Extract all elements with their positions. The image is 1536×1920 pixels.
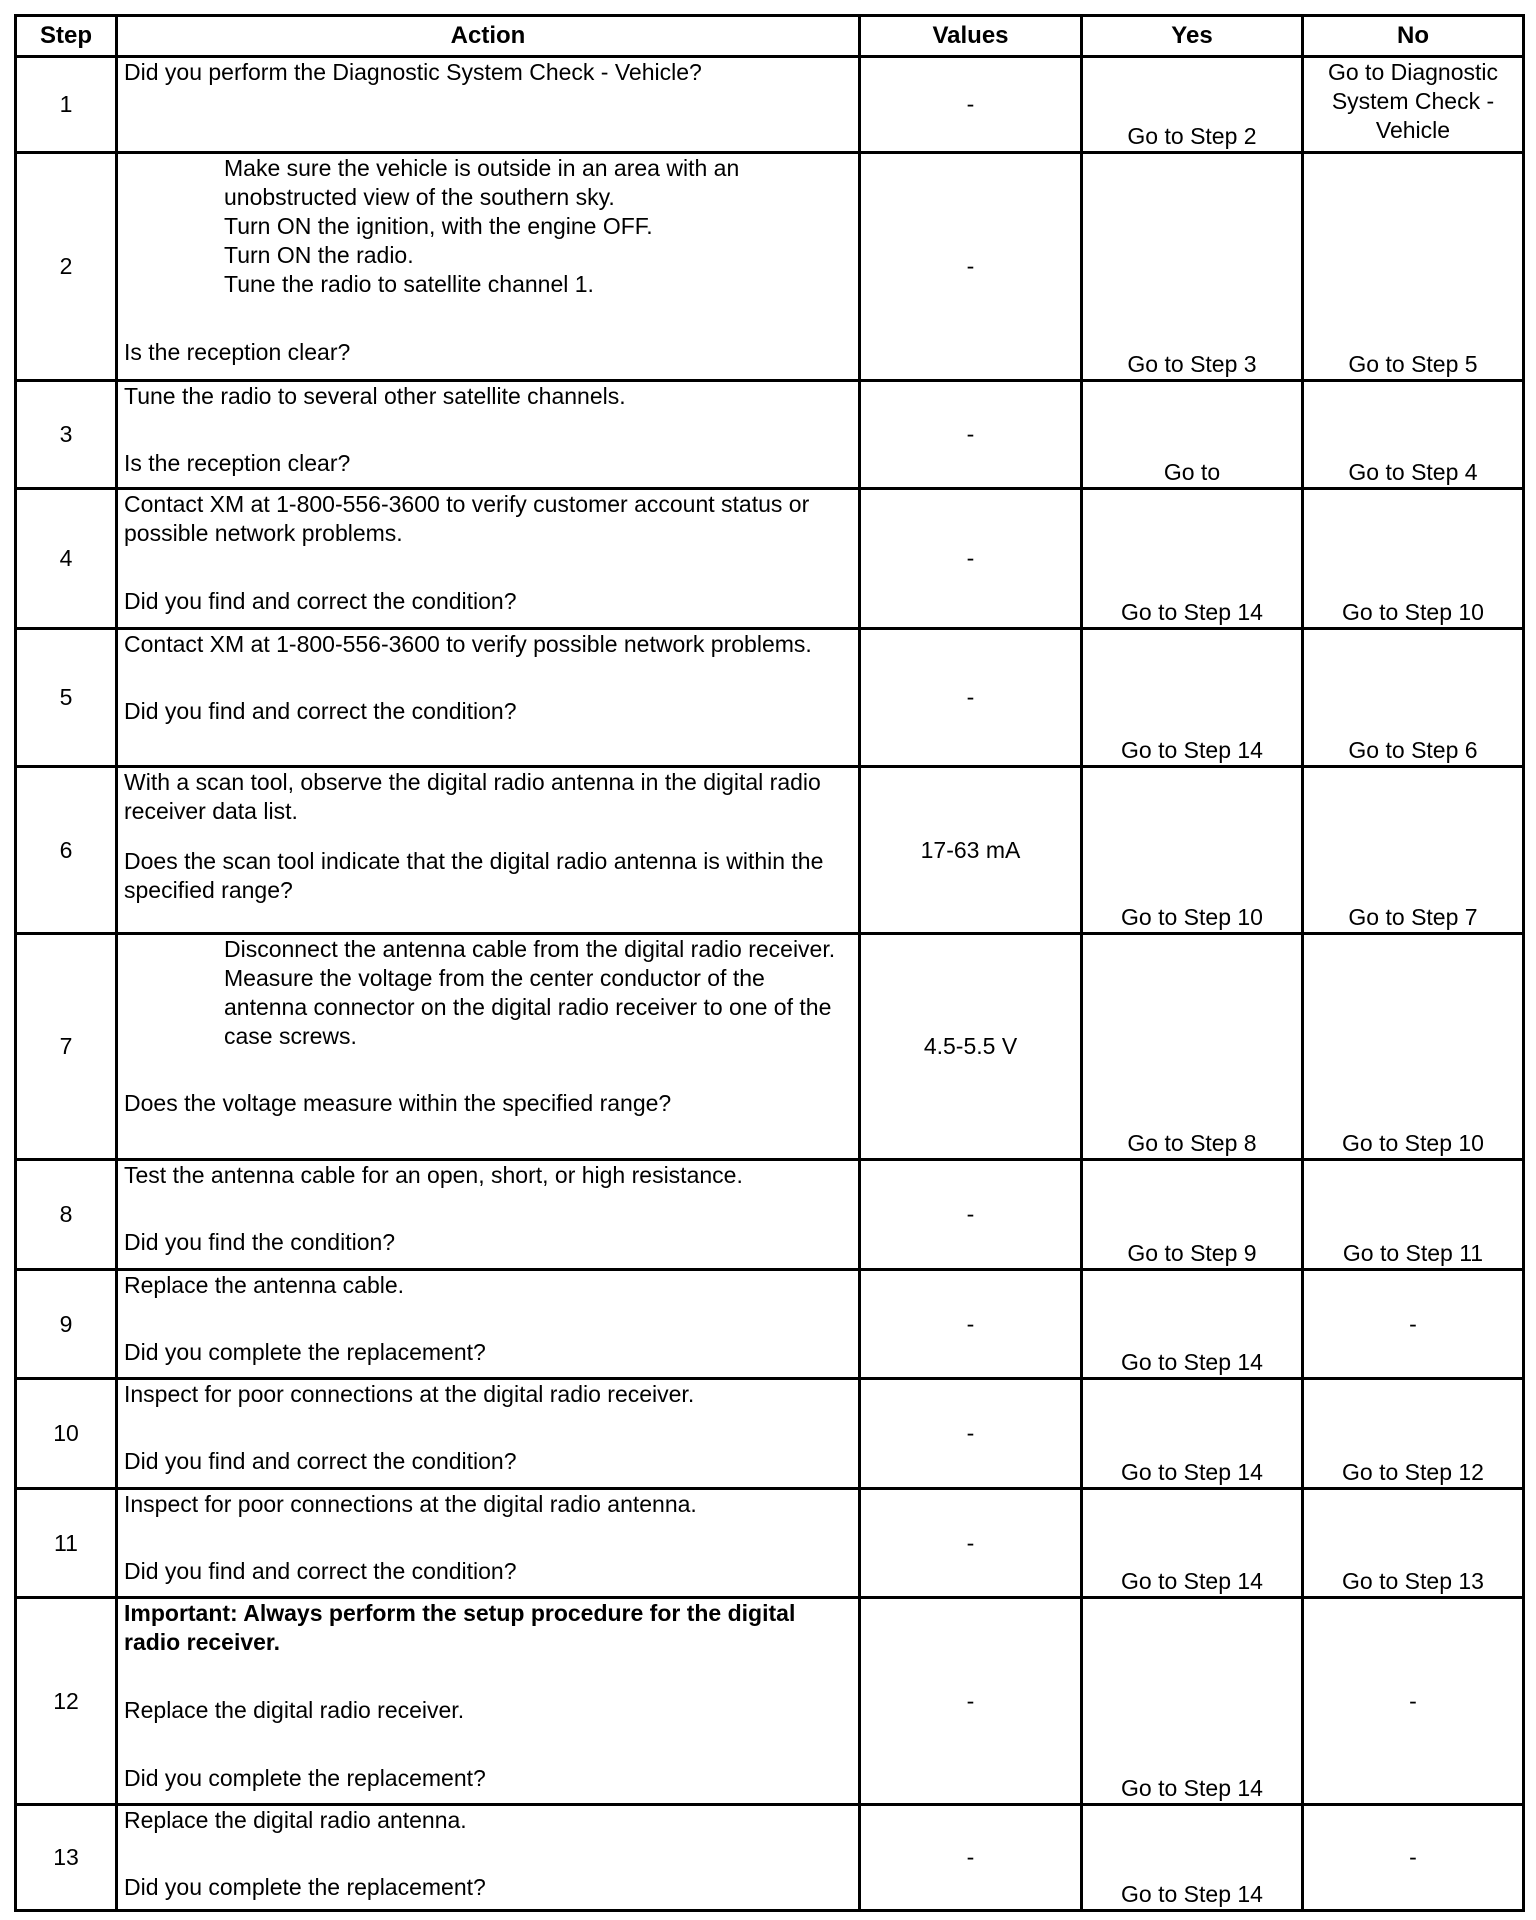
action-cell xyxy=(117,153,860,381)
yes-cell: Go to Step 14 xyxy=(1082,1598,1303,1805)
values-cell: - xyxy=(860,489,1082,629)
no-cell: Go to Step 10 xyxy=(1303,489,1524,629)
action-question: Did you find and correct the condition? xyxy=(124,1558,517,1584)
action-text: Inspect for poor connections at the digital radio antenna. xyxy=(124,1491,697,1517)
action-cell xyxy=(117,767,860,934)
action-text: Contact XM at 1-800-556-3600 to verify customer account status or possible network problems. xyxy=(124,491,810,546)
step-number: 7 xyxy=(16,934,117,1160)
values-cell: - xyxy=(860,57,1082,153)
yes-cell: Go to Step 14 xyxy=(1082,489,1303,629)
yes-cell: Go to Step 8 xyxy=(1082,934,1303,1160)
action-text: Turn ON the radio. xyxy=(224,242,414,268)
no-cell: - xyxy=(1303,1805,1524,1911)
values-cell: - xyxy=(860,1805,1082,1911)
no-cell: Go to Step 13 xyxy=(1303,1489,1524,1598)
values-cell: - xyxy=(860,1379,1082,1489)
diagnostic-table xyxy=(14,14,1525,1912)
table-row xyxy=(16,1160,1524,1270)
action-text: Test the antenna cable for an open, short, or high resistance. xyxy=(124,1162,743,1188)
step-number: 5 xyxy=(16,629,117,767)
no-cell: - xyxy=(1303,1270,1524,1379)
yes-cell: Go to Step 14 xyxy=(1082,1379,1303,1489)
action-cell xyxy=(117,489,860,629)
step-number: 9 xyxy=(16,1270,117,1379)
values-cell: - xyxy=(860,153,1082,381)
action-text: Replace the digital radio receiver. xyxy=(124,1697,465,1723)
step-number: 3 xyxy=(16,381,117,489)
yes-cell: Go to Step 10 xyxy=(1082,767,1303,934)
no-cell: Go to Step 10 xyxy=(1303,934,1524,1160)
no-cell: Go to Step 7 xyxy=(1303,767,1524,934)
step-number: 11 xyxy=(16,1489,117,1598)
action-cell xyxy=(117,1598,860,1805)
action-text: Contact XM at 1-800-556-3600 to verify possible network problems. xyxy=(124,631,812,657)
header-values: Values xyxy=(860,16,1082,57)
no-cell: Go to Step 6 xyxy=(1303,629,1524,767)
header-row xyxy=(16,16,1524,57)
action-question: Did you find the condition? xyxy=(124,1229,396,1255)
table-row xyxy=(16,1598,1524,1805)
no-cell: Go to Step 12 xyxy=(1303,1379,1524,1489)
yes-cell: Go to Step 14 xyxy=(1082,1270,1303,1379)
no-cell: Go to Step 4 xyxy=(1303,381,1524,489)
action-text: Tune the radio to satellite channel 1. xyxy=(224,271,594,297)
action-text: Inspect for poor connections at the digital radio receiver. xyxy=(124,1381,695,1407)
yes-cell: Go to Step 14 xyxy=(1082,1489,1303,1598)
step-number: 2 xyxy=(16,153,117,381)
table-row xyxy=(16,1489,1524,1598)
action-question: Does the scan tool indicate that the digital radio antenna is within the specified range? xyxy=(124,848,824,903)
header-yes: Yes xyxy=(1082,16,1303,57)
action-cell xyxy=(117,1805,860,1911)
table-row xyxy=(16,1805,1524,1911)
table-row xyxy=(16,767,1524,934)
step-number: 10 xyxy=(16,1379,117,1489)
yes-cell: Go to xyxy=(1082,381,1303,489)
values-cell: 17-63 mA xyxy=(860,767,1082,934)
header-action: Action xyxy=(117,16,860,57)
action-question: Is the reception clear? xyxy=(124,339,351,365)
values-cell: - xyxy=(860,1598,1082,1805)
step-number: 6 xyxy=(16,767,117,934)
action-question: Does the voltage measure within the specified range? xyxy=(124,1090,672,1116)
action-question: Did you find and correct the condition? xyxy=(124,698,517,724)
table-row xyxy=(16,629,1524,767)
values-cell: - xyxy=(860,629,1082,767)
yes-cell: Go to Step 14 xyxy=(1082,629,1303,767)
no-cell: Go to Diagnostic System Check - Vehicle xyxy=(1303,57,1524,153)
action-cell xyxy=(117,1270,860,1379)
action-text: Did you perform the Diagnostic System Check - Vehicle? xyxy=(124,59,702,85)
action-question: Did you complete the replacement? xyxy=(124,1874,486,1900)
values-cell: 4.5-5.5 V xyxy=(860,934,1082,1160)
action-text: With a scan tool, observe the digital radio antenna in the digital radio receiver data list. xyxy=(124,769,821,824)
table-row xyxy=(16,57,1524,153)
step-number: 4 xyxy=(16,489,117,629)
action-cell xyxy=(117,1489,860,1598)
action-text: Make sure the vehicle is outside in an area with an unobstructed view of the southern sky. xyxy=(224,155,740,210)
values-cell: - xyxy=(860,1489,1082,1598)
yes-cell: Go to Step 9 xyxy=(1082,1160,1303,1270)
step-number: 13 xyxy=(16,1805,117,1911)
table-row xyxy=(16,489,1524,629)
no-cell: Go to Step 11 xyxy=(1303,1160,1524,1270)
step-number: 12 xyxy=(16,1598,117,1805)
header-no: No xyxy=(1303,16,1524,57)
action-cell xyxy=(117,1379,860,1489)
action-text: Replace the antenna cable. xyxy=(124,1272,405,1298)
action-text: Tune the radio to several other satellite channels. xyxy=(124,383,626,409)
action-cell xyxy=(117,934,860,1160)
values-cell: - xyxy=(860,1160,1082,1270)
no-cell: Go to Step 5 xyxy=(1303,153,1524,381)
action-question: Did you find and correct the condition? xyxy=(124,588,517,614)
yes-cell: Go to Step 14 xyxy=(1082,1805,1303,1911)
important-note: Important: Always perform the setup procedure for the digital radio receiver. xyxy=(124,1600,796,1655)
action-cell xyxy=(117,381,860,489)
values-cell: - xyxy=(860,381,1082,489)
action-question: Did you complete the replacement? xyxy=(124,1339,486,1365)
values-cell: - xyxy=(860,1270,1082,1379)
action-text: Measure the voltage from the center conductor of the antenna connector on the digital radio receiver to one of the case screws. xyxy=(224,965,832,1049)
action-question: Did you find and correct the condition? xyxy=(124,1448,517,1474)
no-cell: - xyxy=(1303,1598,1524,1805)
table-row xyxy=(16,381,1524,489)
table-row xyxy=(16,1270,1524,1379)
step-number: 1 xyxy=(16,57,117,153)
step-number: 8 xyxy=(16,1160,117,1270)
action-text: Disconnect the antenna cable from the digital radio receiver. xyxy=(224,936,836,962)
action-text: Turn ON the ignition, with the engine OFF. xyxy=(224,213,653,239)
yes-cell: Go to Step 2 xyxy=(1082,57,1303,153)
action-cell xyxy=(117,57,860,153)
action-cell xyxy=(117,629,860,767)
action-cell xyxy=(117,1160,860,1270)
action-text: Replace the digital radio antenna. xyxy=(124,1807,467,1833)
yes-cell: Go to Step 3 xyxy=(1082,153,1303,381)
table-row xyxy=(16,1379,1524,1489)
table-row xyxy=(16,153,1524,381)
table-row xyxy=(16,934,1524,1160)
header-step: Step xyxy=(16,16,117,57)
action-question: Did you complete the replacement? xyxy=(124,1765,486,1791)
action-question: Is the reception clear? xyxy=(124,450,351,476)
